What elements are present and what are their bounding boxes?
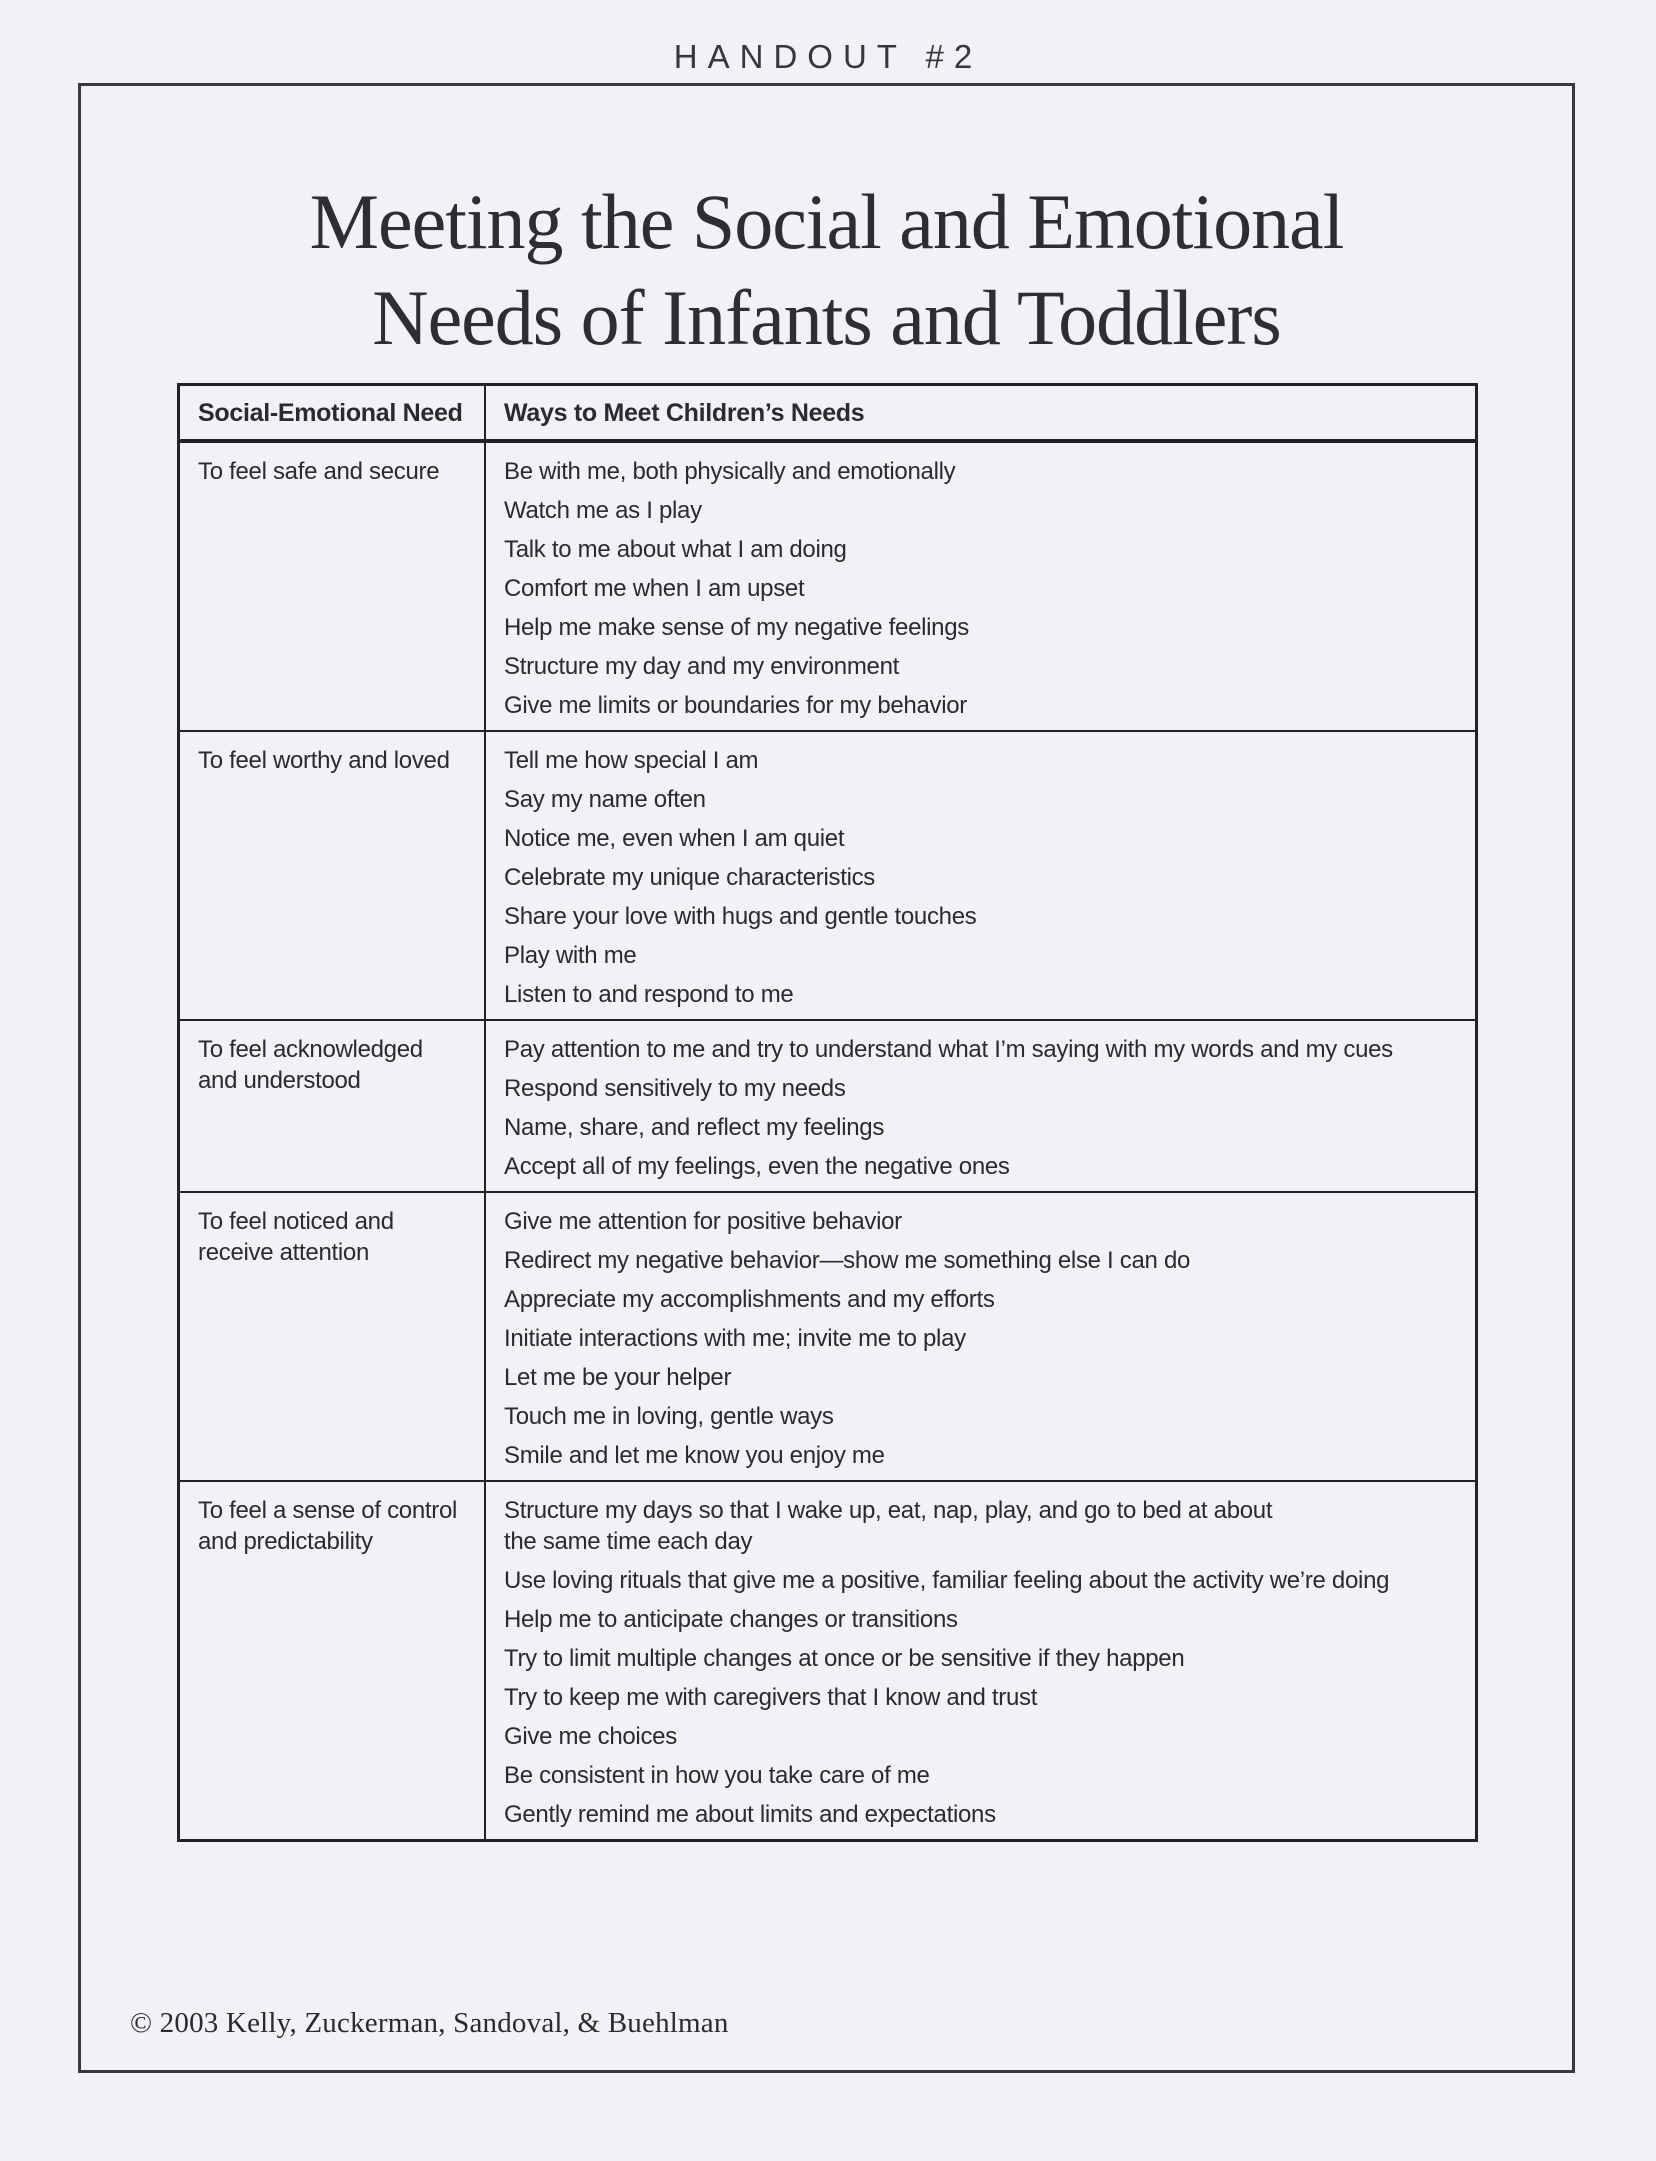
- way-text-line: Be consistent in how you take care of me: [504, 1762, 930, 1789]
- way-text-line: Let me be your helper: [504, 1364, 732, 1391]
- way-item: [504, 1760, 1459, 1791]
- way-item: [504, 1112, 1459, 1143]
- way-item: [504, 534, 1459, 565]
- way-item: [504, 1401, 1459, 1432]
- way-item: [504, 1682, 1459, 1713]
- way-text-line: Notice me, even when I am quiet: [504, 825, 845, 852]
- way-item: [504, 456, 1459, 487]
- table-header-row: [180, 386, 1475, 441]
- need-text-line: To feel noticed and: [198, 1208, 394, 1235]
- ways-cell: [486, 1482, 1475, 1839]
- way-text-line: Appreciate my accomplishments and my efforts: [504, 1286, 995, 1313]
- way-item: [504, 1721, 1459, 1752]
- need-cell: [180, 732, 486, 1019]
- way-item: [504, 690, 1459, 721]
- way-text-line: Celebrate my unique characteristics: [504, 864, 876, 891]
- way-item: [504, 573, 1459, 604]
- need-text-line: To feel acknowledged: [198, 1036, 423, 1063]
- way-text-line: Try to keep me with caregivers that I know and trust: [504, 1684, 1038, 1711]
- need-text-line: and predictability: [198, 1528, 373, 1555]
- way-text-line: Redirect my negative behavior—show me something else I can do: [504, 1247, 1191, 1274]
- way-text-line: Give me attention for positive behavior: [504, 1208, 902, 1235]
- table-row: [180, 441, 1475, 730]
- page-title-line2: Needs of Infants and Toddlers: [372, 274, 1281, 361]
- way-text-line: Tell me how special I am: [504, 747, 759, 774]
- way-text-line: Listen to and respond to me: [504, 981, 794, 1008]
- way-item: [504, 979, 1459, 1010]
- way-text-line: Talk to me about what I am doing: [504, 536, 847, 563]
- table-row: [180, 730, 1475, 1019]
- way-text-line: Give me choices: [504, 1723, 677, 1750]
- page-title-line1: Meeting the Social and Emotional: [309, 178, 1344, 265]
- way-item: [504, 1495, 1459, 1557]
- way-text-line: the same time each day: [504, 1528, 753, 1555]
- handout-number-label: HANDOUT #2: [673, 38, 983, 75]
- need-text-line: receive attention: [198, 1239, 370, 1266]
- ways-cell: [486, 1021, 1475, 1191]
- way-item: [504, 1643, 1459, 1674]
- way-text-line: Structure my day and my environment: [504, 653, 900, 680]
- way-item: [504, 940, 1459, 971]
- way-text-line: Give me limits or boundaries for my behavior: [504, 692, 967, 719]
- way-text-line: Comfort me when I am upset: [504, 575, 805, 602]
- way-text-line: Help me make sense of my negative feelings: [504, 614, 969, 641]
- way-item: [504, 862, 1459, 893]
- way-item: [504, 823, 1459, 854]
- needs-table: [177, 383, 1478, 1842]
- way-item: [504, 1034, 1459, 1065]
- way-text-line: Gently remind me about limits and expectations: [504, 1801, 996, 1828]
- way-item: [504, 1073, 1459, 1104]
- way-item: [504, 1151, 1459, 1182]
- way-text-line: Structure my days so that I wake up, eat, nap, play, and go to bed at about: [504, 1497, 1273, 1524]
- way-item: [504, 1245, 1459, 1276]
- way-text-line: Say my name often: [504, 786, 706, 813]
- ways-cell: [486, 1193, 1475, 1480]
- way-text-line: Play with me: [504, 942, 637, 969]
- table-row: [180, 1019, 1475, 1191]
- way-item: [504, 1604, 1459, 1635]
- table-row: [180, 1480, 1475, 1839]
- way-item: [504, 495, 1459, 526]
- way-text-line: Help me to anticipate changes or transitions: [504, 1606, 958, 1633]
- need-cell: [180, 1021, 486, 1191]
- way-text-line: Touch me in loving, gentle ways: [504, 1403, 834, 1430]
- way-text-line: Accept all of my feelings, even the negative ones: [504, 1153, 1010, 1180]
- way-item: [504, 612, 1459, 643]
- need-text-line: To feel worthy and loved: [198, 747, 450, 774]
- column-header-need: Social-Emotional Need: [180, 386, 486, 439]
- need-cell: [180, 1482, 486, 1839]
- page-frame: [78, 83, 1575, 2073]
- need-text-line: To feel safe and secure: [198, 458, 440, 485]
- way-item: [504, 1799, 1459, 1830]
- way-text-line: Respond sensitively to my needs: [504, 1075, 846, 1102]
- column-header-ways: Ways to Meet Children’s Needs: [504, 399, 865, 427]
- way-text-line: Use loving rituals that give me a positive, familiar feeling about the activity we’re doing: [504, 1567, 1390, 1594]
- way-text-line: Watch me as I play: [504, 497, 702, 524]
- way-item: [504, 784, 1459, 815]
- way-text-line: Pay attention to me and try to understand what I’m saying with my words and my cues: [504, 1036, 1393, 1063]
- need-cell: [180, 1193, 486, 1480]
- way-item: [504, 1206, 1459, 1237]
- way-item: [504, 1440, 1459, 1471]
- way-text-line: Name, share, and reflect my feelings: [504, 1114, 885, 1141]
- way-item: [504, 1323, 1459, 1354]
- way-item: [504, 901, 1459, 932]
- way-item: [504, 1362, 1459, 1393]
- way-text-line: Be with me, both physically and emotionally: [504, 458, 956, 485]
- way-text-line: Smile and let me know you enjoy me: [504, 1442, 885, 1469]
- need-text-line: and understood: [198, 1067, 361, 1094]
- way-text-line: Try to limit multiple changes at once or be sensitive if they happen: [504, 1645, 1185, 1672]
- way-item: [504, 1565, 1459, 1596]
- way-text-line: Share your love with hugs and gentle touches: [504, 903, 977, 930]
- way-item: [504, 745, 1459, 776]
- need-cell: [180, 443, 486, 730]
- copyright-notice: © 2003 Kelly, Zuckerman, Sandoval, & Buehlman: [130, 2007, 729, 2039]
- page-title: [81, 174, 1572, 366]
- way-item: [504, 1284, 1459, 1315]
- ways-cell: [486, 443, 1475, 730]
- way-item: [504, 651, 1459, 682]
- table-row: [180, 1191, 1475, 1480]
- ways-cell: [486, 732, 1475, 1019]
- need-text-line: To feel a sense of control: [198, 1497, 458, 1524]
- way-text-line: Initiate interactions with me; invite me to play: [504, 1325, 966, 1352]
